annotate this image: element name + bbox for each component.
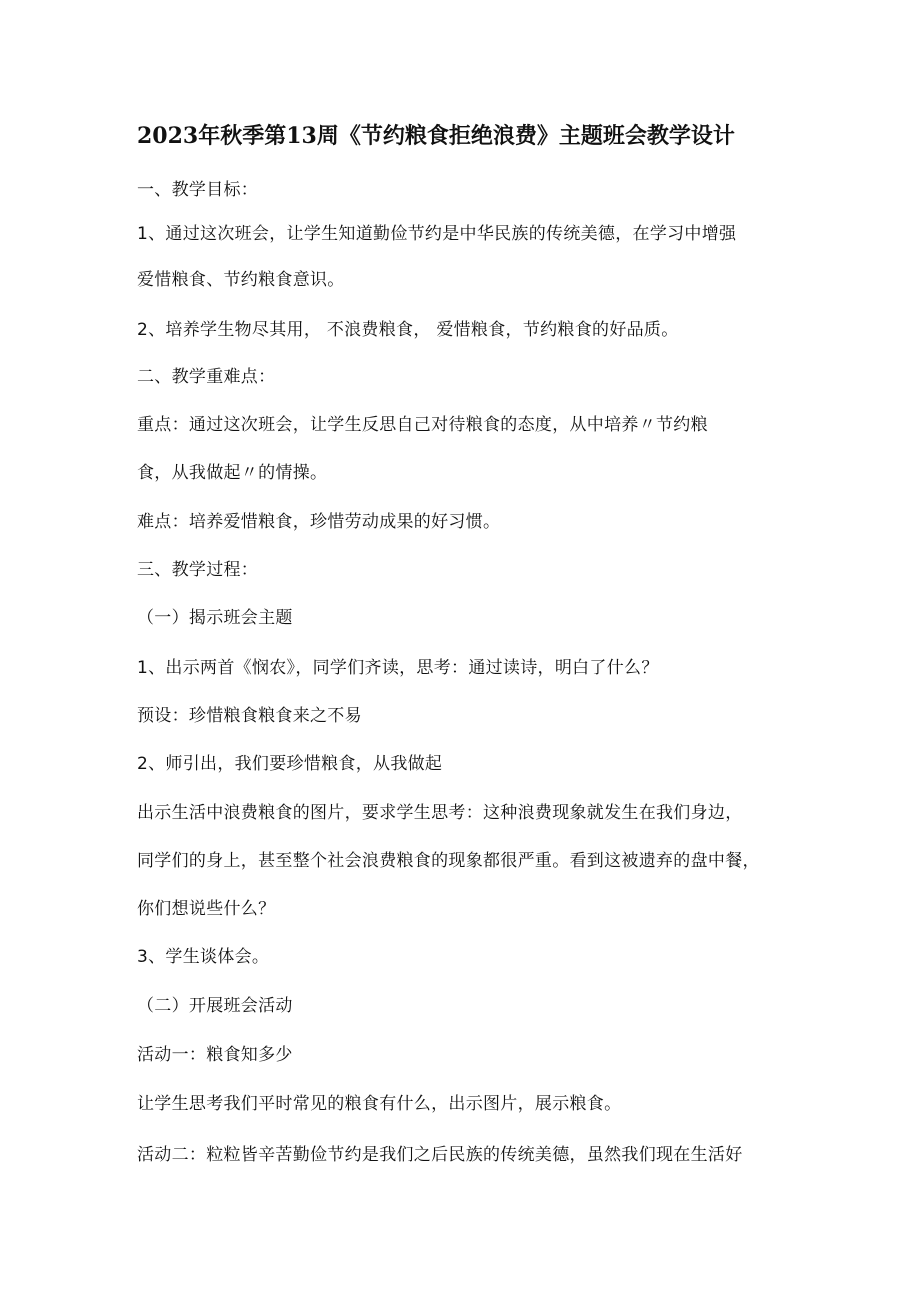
section-heading-process: 三、教学过程： <box>137 560 259 580</box>
paragraph-line: 出示生活中浪费粮食的图片，要求学生思考：这种浪费现象就发生在我们身边， <box>137 803 743 823</box>
paragraph-line: 重点：通过这次班会，让学生反思自己对待粮食的态度，从中培养〃节约粮 <box>137 415 708 435</box>
paragraph-line: 爱惜粮食、节约粮食意识。 <box>137 270 345 290</box>
paragraph-line: 你们想说些什么？ <box>137 899 276 919</box>
section-heading-objectives: 一、教学目标： <box>137 180 259 200</box>
paragraph-line: 活动二：粒粒皆辛苦勤俭节约是我们之后民族的传统美德，虽然我们现在生活好 <box>137 1145 743 1165</box>
paragraph-line: 同学们的身上，甚至整个社会浪费粮食的现象都很严重。看到这被遗弃的盘中餐， <box>137 851 760 871</box>
subsection-heading: （一）揭示班会主题 <box>137 608 293 628</box>
paragraph-line: 让学生思考我们平时常见的粮食有什么，出示图片，展示粮食。 <box>137 1094 622 1114</box>
subsection-heading: （二）开展班会活动 <box>137 996 293 1016</box>
paragraph-line: 3、学生谈体会。 <box>137 947 270 967</box>
paragraph-line: 1、出示两首《悯农》，同学们齐读，思考：通过读诗，明白了什么？ <box>137 658 659 678</box>
paragraph-line: 1、通过这次班会，让学生知道勤俭节约是中华民族的传统美德，在学习中增强 <box>137 224 737 244</box>
document-title: 2023年秋季第13周《节约粮食拒绝浪费》主题班会教学设计 <box>137 123 735 149</box>
paragraph-line: 2、师引出，我们要珍惜粮食，从我做起 <box>137 754 443 774</box>
paragraph-line: 食，从我做起〃的情操。 <box>137 463 328 483</box>
paragraph-line: 难点：培养爱惜粮食，珍惜劳动成果的好习惯。 <box>137 512 501 532</box>
paragraph-line: 2、培养学生物尽其用， 不浪费粮食， 爱惜粮食，节约粮食的好品质。 <box>137 320 679 340</box>
section-heading-key-points: 二、教学重难点： <box>137 367 276 387</box>
paragraph-line: 预设：珍惜粮食粮食来之不易 <box>137 706 362 726</box>
paragraph-line: 活动一：粮食知多少 <box>137 1045 293 1065</box>
